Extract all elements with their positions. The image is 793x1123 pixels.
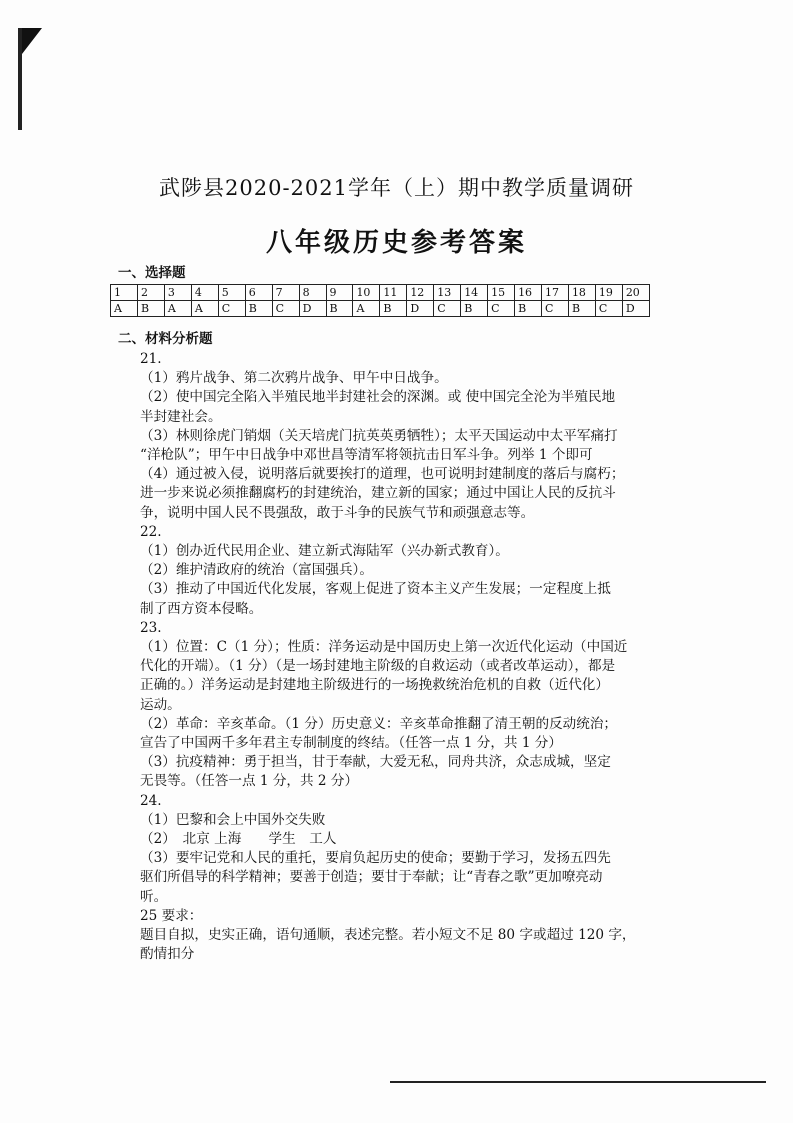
answer-line: 进一步来说必须推翻腐朽的封建统治，建立新的国家；通过中国让人民的反抗斗 [140,485,616,502]
question-number: 15 [488,285,515,301]
answer-line: 听。 [140,888,168,905]
answer-line: 正确的。）洋务运动是封建地主阶级进行的一场挽救统治危机的自救（近代化） [140,677,609,694]
question-number: 9 [326,285,353,301]
answer-cell: C [488,301,515,317]
question-number-line: 24. [140,792,162,809]
question-number: 4 [191,285,218,301]
answer-cell: A [353,301,380,317]
answer-cell: B [568,301,595,317]
question-number: 7 [272,285,299,301]
footer-rule [390,1081,766,1083]
question-number: 2 [137,285,164,301]
answer-cell: C [218,301,245,317]
answer-cell: B [515,301,542,317]
answer-line: （1）鸦片战争、第二次鸦片战争、甲午中日战争。 [140,370,448,387]
document-subtitle: 八年级历史参考答案 [265,228,527,258]
answer-line: 争，说明中国人民不畏强敌，敢于斗争的民族气节和顽强意志等。 [140,504,535,521]
answer-cell: B [380,301,407,317]
scan-corner-mark [22,28,42,54]
answer-cell: B [245,301,272,317]
answer-line: （1）位置：C（1 分）；性质：洋务运动是中国历史上第一次近代化运动（中国近 [140,639,628,656]
answer-table [110,284,650,317]
answer-cell: C [542,301,569,317]
answer-line: 宣告了中国两千多年君主专制制度的终结。（任答一点 1 分，共 1 分） [140,735,562,752]
document-title: 武陟县2020-2021学年（上）期中教学质量调研 [159,176,634,200]
question-number: 5 [218,285,245,301]
answer-body [140,350,676,965]
answer-line: （2）维护清政府的统治（富国强兵）。 [140,562,373,579]
question-number: 17 [542,285,569,301]
question-number: 1 [111,285,138,301]
answer-cell: A [164,301,191,317]
answer-line: 无畏等。（任答一点 1 分，共 2 分） [140,773,359,790]
answer-table-number-row [111,285,650,301]
answer-line: “洋枪队”；甲午中日战争中邓世昌等清军将领抗击日军斗争。列举 1 个即可 [140,447,593,464]
answer-line: （2）革命：辛亥革命。（1 分）历史意义：辛亥革命推翻了清王朝的反动统治； [140,715,618,732]
answer-table-answer-row [111,301,650,317]
answer-line: （1）巴黎和会上中国外交失败 [140,811,326,828]
answer-cell: B [326,301,353,317]
question-number: 10 [353,285,380,301]
question-number-line: 21. [140,351,162,367]
answer-line: （3）林则徐虎门销烟（关天培虎门抗英英勇牺牲）；太平天国运动中太平军痛打 [140,427,618,444]
answer-line: 酌情扣分 [140,946,195,963]
answer-line: （2）使中国完全陷入半殖民地半封建社会的深渊。或 使中国完全沦为半殖民地 [140,389,616,406]
question-number: 13 [434,285,461,301]
answer-line: （3）推动了中国近代化发展，客观上促进了资本主义产生发展；一定程度上抵 [140,581,611,598]
section-heading-choice: 一、选择题 [118,265,186,281]
question-number: 12 [407,285,434,301]
question-number: 16 [515,285,542,301]
answer-cell: D [407,301,434,317]
answer-cell: B [137,301,164,317]
question-number: 14 [461,285,488,301]
answer-line: 半封建社会。 [140,408,222,425]
question-number: 20 [622,285,649,301]
answer-cell: C [434,301,461,317]
question-number-line: 23. [140,619,162,636]
answer-line: （1）创办近代民用企业、建立新式海陆军（兴办新式教育）。 [140,543,509,560]
answer-cell: A [111,301,138,317]
answer-line: （2） 北京 上海 学生 工人 [140,831,337,848]
answer-line: （3）抗疫精神：勇于担当，甘于奉献，大爱无私，同舟共济，众志成城，坚定 [140,754,611,771]
question-number: 3 [164,285,191,301]
answer-line: 题目自拟，史实正确，语句通顺，表述完整。若小短文不足 80 字或超过 120 字， [140,927,636,944]
answer-cell: C [595,301,622,317]
answer-cell: D [622,301,649,317]
question-number: 11 [380,285,407,301]
question-number: 8 [299,285,326,301]
answer-cell: D [299,301,326,317]
question-number: 19 [595,285,622,301]
answer-line: （4）通过被入侵，说明落后就要挨打的道理，也可说明封建制度的落后与腐朽； [140,466,625,483]
answer-cell: C [272,301,299,317]
question-number: 6 [245,285,272,301]
answer-cell: B [461,301,488,317]
answer-line: 运动。 [140,696,181,713]
question-number-line: 22. [140,523,162,540]
answer-line: 代化的开端）。（1 分）（是一场封建地主阶级的自救运动（或者改革运动），都是 [140,658,616,675]
answer-line: 制了西方资本侵略。 [140,600,263,617]
section-heading-analysis: 二、材料分析题 [118,331,213,347]
question-number-line: 25 要求： [140,907,203,924]
answer-cell: A [191,301,218,317]
answer-line: （3）要牢记党和人民的重托，要肩负起历史的使命；要勤于学习，发扬五四先 [140,850,611,867]
answer-line: 驱们所倡导的科学精神；要善于创造；要甘于奉献；让“青春之歌”更加嘹亮动 [140,869,603,886]
question-number: 18 [568,285,595,301]
